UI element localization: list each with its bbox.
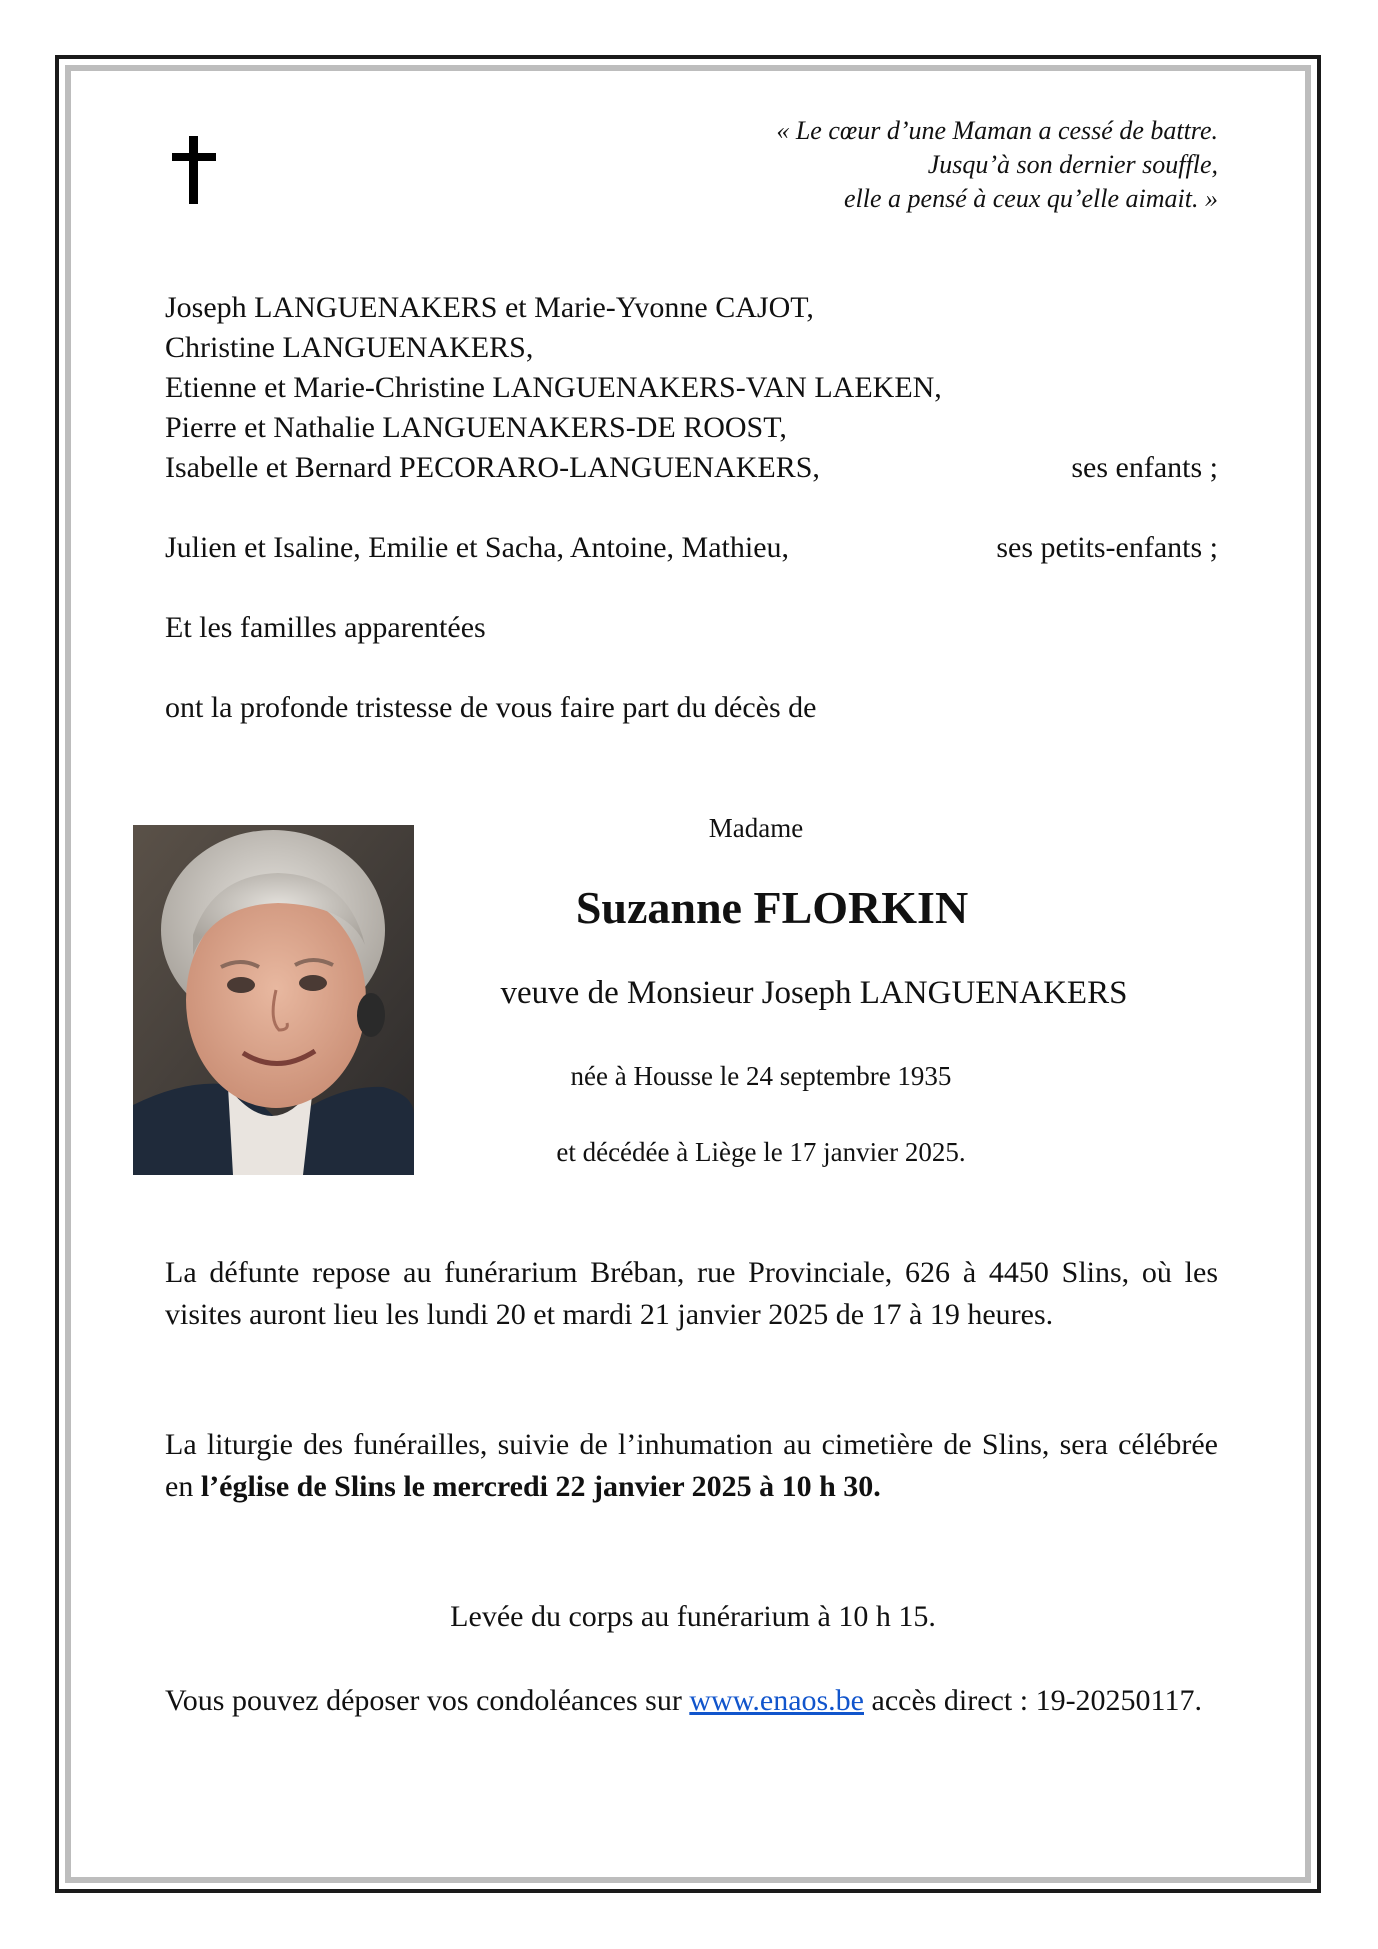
cross-icon bbox=[172, 136, 218, 204]
condolences-text: Vous pouvez déposer vos condoléances sur bbox=[165, 1684, 690, 1717]
deceased-widow: veuve de Monsieur Joseph LANGUENAKERS bbox=[500, 975, 1128, 1011]
condolences-access: accès direct : 19-20250117. bbox=[864, 1684, 1202, 1717]
grandchildren-label: ses petits-enfants ; bbox=[996, 531, 1218, 564]
child-line: Etienne et Marie-Christine LANGUENAKERS-VAN LAEKEN, bbox=[165, 371, 942, 404]
grandchildren-names: Julien et Isaline, Emilie et Sacha, Antoine, Mathieu, bbox=[165, 531, 790, 564]
deceased-title: Madame bbox=[708, 813, 804, 843]
deceased-death: et décédée à Liège le 17 janvier 2025. bbox=[556, 1137, 966, 1167]
repose-paragraph: La défunte repose au funérarium Bréban, rue Provinciale, 626 à 4450 Slins, où les visites auront lieu les lundi 20 et mardi 21 janvier 2025 de 17 à 19 heures. bbox=[165, 1256, 1218, 1331]
deceased-name: Suzanne FLORKIN bbox=[575, 882, 969, 933]
condolences-paragraph bbox=[165, 1680, 1218, 1722]
child-line: Christine LANGUENAKERS, bbox=[165, 331, 534, 364]
enaos-link[interactable]: www.enaos.be bbox=[689, 1684, 864, 1717]
families-line: Et les familles apparentées bbox=[165, 611, 486, 644]
quote-line: elle a pensé à ceux qu’elle aimait. » bbox=[844, 184, 1218, 213]
levee-line: Levée du corps au funérarium à 10 h 15. bbox=[450, 1600, 936, 1633]
quote-line: « Le cœur d’une Maman a cessé de battre. bbox=[776, 116, 1218, 145]
portrait-photo bbox=[133, 825, 414, 1175]
child-line: Isabelle et Bernard PECORARO-LANGUENAKERS, bbox=[165, 451, 820, 484]
epitaph-quote bbox=[776, 114, 1218, 216]
liturgy-bold: l’église de Slins le mercredi 22 janvier 2025 à 10 h 30. bbox=[200, 1470, 881, 1503]
child-line: Pierre et Nathalie LANGUENAKERS-DE ROOST, bbox=[165, 411, 787, 444]
quote-line: Jusqu’à son dernier souffle, bbox=[927, 150, 1218, 179]
child-line: Joseph LANGUENAKERS et Marie-Yvonne CAJOT, bbox=[165, 291, 814, 324]
deceased-birth: née à Housse le 24 septembre 1935 bbox=[570, 1061, 952, 1091]
liturgy-paragraph bbox=[165, 1424, 1218, 1508]
children-label: ses enfants ; bbox=[1071, 451, 1218, 484]
announce-line: ont la profonde tristesse de vous faire part du décès de bbox=[165, 691, 817, 724]
liturgy-text: La liturgie des funérailles, suivie de l’inhumation au cimetière de Slins, sera célébrée en bbox=[165, 1428, 1218, 1503]
